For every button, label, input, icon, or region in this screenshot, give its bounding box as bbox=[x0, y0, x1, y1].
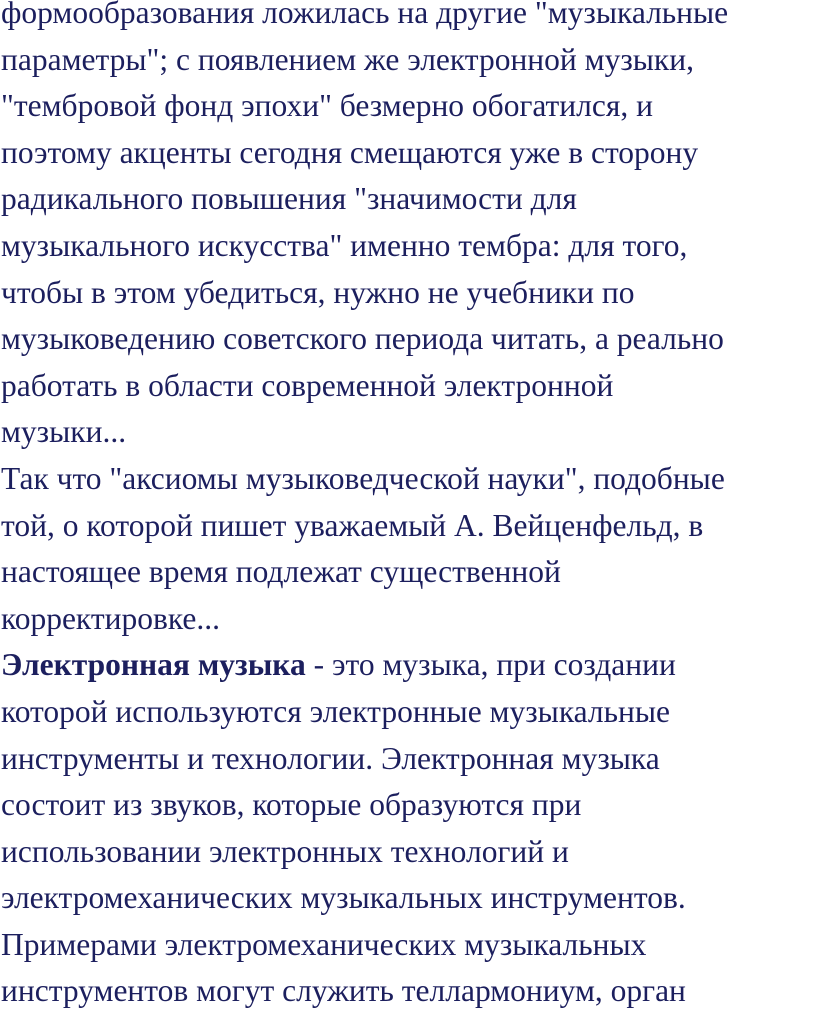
text-line: Так что "аксиомы музыковедческой науки", подобные bbox=[1, 460, 725, 496]
text-line: инструментов могут служить теллармониум, орган bbox=[1, 973, 686, 1009]
text-line: музыковедению советского периода читать, а реально bbox=[1, 321, 724, 357]
text-line: той, о которой пишет уважаемый А. Вейценфельд, в bbox=[1, 507, 704, 543]
text-line: формообразования ложилась на другие "музыкальные bbox=[1, 0, 729, 30]
text-line bbox=[1, 642, 815, 689]
text-line: музыки... bbox=[1, 414, 127, 450]
paragraph-electronic-music-definition bbox=[1, 642, 815, 1015]
text-line: параметры"; с появлением же электронной музыки, bbox=[1, 41, 694, 77]
paragraph-axioms bbox=[1, 456, 815, 642]
text-line: состоит из звуков, которые образуются при bbox=[1, 787, 582, 823]
text-line: чтобы в этом убедиться, нужно не учебники по bbox=[1, 274, 635, 310]
text-line: корректировке... bbox=[1, 600, 220, 636]
text-line: инструменты и технологии. Электронная музыка bbox=[1, 740, 660, 776]
text-line: Примерами электромеханических музыкальных bbox=[1, 926, 647, 962]
text-line: музыкального искусства" именно тембра: для того, bbox=[1, 227, 688, 263]
text-line: "тембровой фонд эпохи" безмерно обогатился, и bbox=[1, 88, 653, 124]
text-line: радикального повышения "значимости для bbox=[1, 181, 577, 217]
text-line: поэтому акценты сегодня смещаются уже в сторону bbox=[1, 134, 699, 170]
text-line: настоящее время подлежат существенной bbox=[1, 554, 561, 590]
text-line: которой используются электронные музыкальные bbox=[1, 693, 671, 729]
text-line: работать в области современной электронной bbox=[1, 367, 614, 403]
document-page bbox=[1, 0, 815, 1015]
definition-start: - это музыка, при создании bbox=[305, 647, 676, 683]
text-line: использовании электронных технологий и bbox=[1, 833, 569, 869]
paragraph-timbre bbox=[1, 0, 815, 456]
text-line: электромеханических музыкальных инструментов. bbox=[1, 880, 686, 916]
defined-term: Электронная музыка bbox=[1, 647, 306, 683]
